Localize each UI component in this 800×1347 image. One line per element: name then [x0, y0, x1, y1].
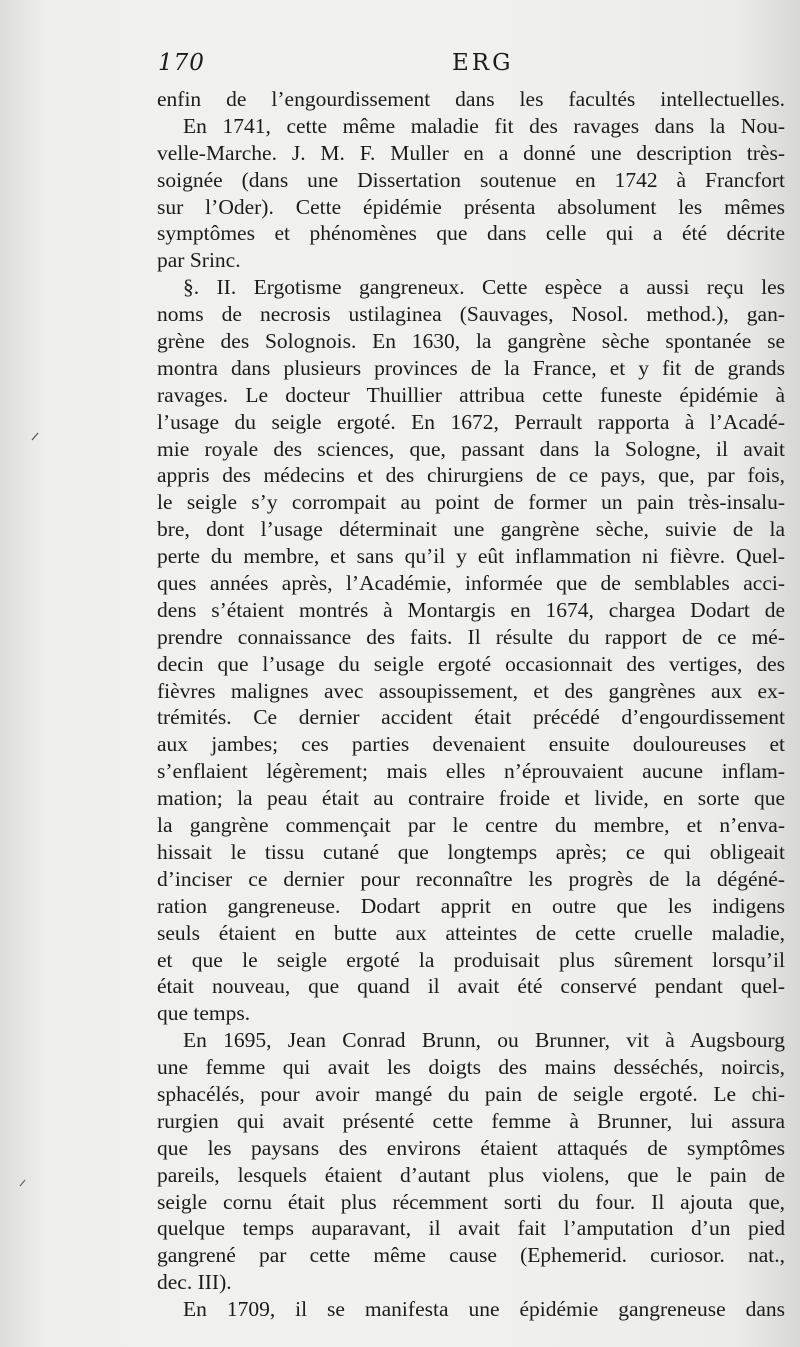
text-line: seuls étaient en butte aux atteintes de cette cruelle maladie,	[157, 920, 785, 945]
text-line: était nouveau, que quand il avait été conservé pendant quel-	[157, 974, 785, 999]
text-line: montra dans plusieurs provinces de la France, et y fit de grands	[157, 355, 785, 380]
ink-mark	[32, 433, 38, 440]
text-line: le seigle s’y corrompait au point de former un pain très-insalu-	[157, 490, 785, 515]
text-line: perte du membre, et sans qu’il y eût inflammation ni fièvre. Quel-	[157, 544, 785, 569]
body-text	[157, 86, 785, 1323]
text-line: dec. III).	[157, 1270, 232, 1295]
text-line: decin que l’usage du seigle ergoté occasionnait des vertiges, des	[157, 651, 785, 676]
text-line: seigle cornu était plus récemment sorti du four. Il ajouta que,	[157, 1189, 785, 1214]
text-line: l’usage du seigle ergoté. En 1672, Perrault rapporta à l’Acadé-	[157, 409, 785, 434]
page-header	[152, 48, 782, 84]
text-line: s’enflaient légèrement; mais elles n’éprouvaient aucune inflam-	[157, 759, 785, 784]
ink-mark	[20, 1180, 25, 1186]
text-line: soignée (dans une Dissertation soutenue en 1742 à Francfort	[157, 167, 785, 192]
text-line: mation; la peau était au contraire froide et livide, en sorte que	[157, 786, 785, 811]
text-line: bre, dont l’usage déterminait une gangrène sèche, suivie de la	[157, 517, 785, 542]
text-line: gangrené par cette même cause (Ephemerid. curiosor. nat.,	[157, 1243, 785, 1268]
text-line: prendre connaissance des faits. Il résulte du rapport de ce mé-	[157, 624, 785, 649]
text-line: aux jambes; ces parties devenaient ensuite douloureuses et	[157, 732, 785, 757]
text-line: velle-Marche. J. M. F. Muller en a donné une description très-	[157, 140, 785, 165]
text-line: trémités. Ce dernier accident était précédé d’engourdissement	[157, 705, 785, 730]
text-line: la gangrène commençait par le centre du membre, et n’enva-	[157, 813, 785, 838]
text-line: une femme qui avait les doigts des mains desséchés, noircis,	[157, 1055, 785, 1080]
text-line: enfin de l’engourdissement dans les facultés intellectuelles.	[157, 87, 785, 111]
running-head: ERG	[452, 50, 514, 76]
text-line: appris des médecins et des chirurgiens de ce pays, que, par fois,	[157, 463, 785, 488]
text-line: sphacélés, pour avoir mangé du pain de seigle ergoté. Le chi-	[157, 1081, 785, 1106]
page-number: 170	[158, 50, 205, 76]
text-line: ration gangreneuse. Dodart apprit en outre que les indigens	[157, 893, 785, 918]
text-line: que les paysans des environs étaient attaqués de symptômes	[157, 1135, 785, 1160]
text-line: sur l’Oder). Cette épidémie présenta absolument les mêmes	[157, 194, 785, 219]
text-line: par Srinc.	[157, 248, 241, 273]
text-line: dens s’étaient montrés à Montargis en 1674, chargea Dodart de	[157, 597, 785, 622]
text-line: rurgien qui avait présenté cette femme à Brunner, lui assura	[157, 1108, 785, 1133]
text-line: que temps.	[157, 1001, 251, 1026]
text-line: fièvres malignes avec assoupissement, et des gangrènes aux ex-	[157, 678, 785, 703]
text-line: symptômes et phénomènes que dans celle qui a été décrite	[157, 221, 785, 246]
text-line: ques années après, l’Académie, informée que de semblables acci-	[157, 571, 785, 596]
text-line: grène des Solognois. En 1630, la gangrène sèche spontanée se	[157, 329, 785, 354]
text-line: En 1741, cette même maladie fit des ravages dans la Nou-	[183, 113, 785, 138]
text-line: hissait le tissu cutané que longtemps après; ce qui obligeait	[157, 839, 785, 864]
text-line: §. II. Ergotisme gangreneux. Cette espèce a aussi reçu les	[183, 275, 785, 300]
text-line: noms de necrosis ustilaginea (Sauvages, Nosol. method.), gan-	[157, 302, 785, 327]
text-line: En 1709, il se manifesta une épidémie gangreneuse dans	[183, 1297, 785, 1322]
text-line: ravages. Le docteur Thuillier attribua cette funeste épidémie à	[157, 382, 785, 407]
text-line: et que le seigle ergoté la produisait plus sûrement lorsqu’il	[157, 947, 785, 972]
text-line: En 1695, Jean Conrad Brunn, ou Brunner, vit à Augsbourg	[183, 1028, 785, 1053]
text-line: mie royale des sciences, que, passant dans la Sologne, il avait	[157, 436, 785, 461]
text-line: pareils, lesquels étaient d’autant plus violens, que le pain de	[157, 1162, 785, 1187]
text-line: d’inciser ce dernier pour reconnaître les progrès de la dégéné-	[157, 866, 785, 891]
text-line: quelque temps auparavant, il avait fait l’amputation d’un pied	[157, 1216, 785, 1241]
